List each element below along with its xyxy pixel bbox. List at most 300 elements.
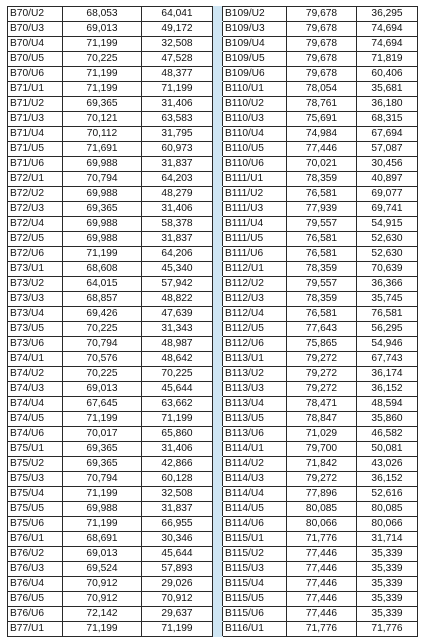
left-value-1-cell: 71,199 <box>63 517 142 532</box>
left-value-2-cell: 64,206 <box>142 247 213 262</box>
left-id-cell: B75/U2 <box>8 457 63 472</box>
left-id-cell: B76/U5 <box>8 592 63 607</box>
right-id-cell: B115/U1 <box>223 532 287 547</box>
right-value-2-cell: 69,077 <box>357 187 418 202</box>
right-value-1-cell: 78,359 <box>287 292 357 307</box>
table-row <box>8 367 418 382</box>
right-value-1-cell: 78,359 <box>287 172 357 187</box>
column-separator <box>213 487 223 502</box>
right-id-cell: B110/U3 <box>223 112 287 127</box>
right-value-2-cell: 68,315 <box>357 112 418 127</box>
left-id-cell: B73/U3 <box>8 292 63 307</box>
right-value-2-cell: 30,456 <box>357 157 418 172</box>
right-value-1-cell: 77,446 <box>287 547 357 562</box>
left-value-2-cell: 71,199 <box>142 82 213 97</box>
right-value-1-cell: 79,678 <box>287 37 357 52</box>
right-value-1-cell: 79,557 <box>287 217 357 232</box>
left-value-2-cell: 31,343 <box>142 322 213 337</box>
column-separator <box>213 427 223 442</box>
left-value-2-cell: 48,279 <box>142 187 213 202</box>
right-id-cell: B114/U3 <box>223 472 287 487</box>
right-value-1-cell: 74,984 <box>287 127 357 142</box>
table-row <box>8 232 418 247</box>
right-id-cell: B114/U4 <box>223 487 287 502</box>
left-id-cell: B75/U6 <box>8 517 63 532</box>
left-value-2-cell: 48,987 <box>142 337 213 352</box>
left-value-2-cell: 31,406 <box>142 202 213 217</box>
left-value-2-cell: 29,026 <box>142 577 213 592</box>
left-value-2-cell: 65,860 <box>142 427 213 442</box>
left-value-1-cell: 71,199 <box>63 82 142 97</box>
column-separator <box>213 457 223 472</box>
left-value-1-cell: 70,912 <box>63 592 142 607</box>
left-value-2-cell: 70,912 <box>142 592 213 607</box>
right-value-2-cell: 67,743 <box>357 352 418 367</box>
left-id-cell: B70/U3 <box>8 22 63 37</box>
left-id-cell: B74/U2 <box>8 367 63 382</box>
right-value-1-cell: 75,691 <box>287 112 357 127</box>
right-id-cell: B111/U4 <box>223 217 287 232</box>
right-id-cell: B109/U6 <box>223 67 287 82</box>
left-value-1-cell: 70,225 <box>63 322 142 337</box>
right-id-cell: B114/U6 <box>223 517 287 532</box>
right-value-1-cell: 77,446 <box>287 577 357 592</box>
column-separator <box>213 472 223 487</box>
table-row <box>8 427 418 442</box>
right-value-2-cell: 74,694 <box>357 22 418 37</box>
right-value-2-cell: 76,581 <box>357 307 418 322</box>
left-id-cell: B72/U2 <box>8 187 63 202</box>
left-id-cell: B75/U4 <box>8 487 63 502</box>
right-value-1-cell: 70,021 <box>287 157 357 172</box>
right-id-cell: B111/U3 <box>223 202 287 217</box>
right-id-cell: B110/U4 <box>223 127 287 142</box>
left-value-2-cell: 31,406 <box>142 97 213 112</box>
right-id-cell: B110/U1 <box>223 82 287 97</box>
left-id-cell: B71/U6 <box>8 157 63 172</box>
column-separator <box>213 577 223 592</box>
left-value-2-cell: 31,837 <box>142 232 213 247</box>
right-value-2-cell: 35,339 <box>357 562 418 577</box>
left-value-1-cell: 68,053 <box>63 7 142 22</box>
left-id-cell: B74/U5 <box>8 412 63 427</box>
left-value-1-cell: 64,015 <box>63 277 142 292</box>
right-id-cell: B112/U1 <box>223 262 287 277</box>
table-row <box>8 67 418 82</box>
left-id-cell: B70/U2 <box>8 7 63 22</box>
left-value-1-cell: 69,365 <box>63 97 142 112</box>
left-value-1-cell: 71,199 <box>63 247 142 262</box>
left-value-2-cell: 71,199 <box>142 622 213 637</box>
right-value-2-cell: 69,741 <box>357 202 418 217</box>
left-value-1-cell: 70,576 <box>63 352 142 367</box>
right-id-cell: B109/U2 <box>223 7 287 22</box>
left-value-2-cell: 57,893 <box>142 562 213 577</box>
left-value-2-cell: 71,199 <box>142 412 213 427</box>
right-value-2-cell: 35,745 <box>357 292 418 307</box>
right-value-1-cell: 79,678 <box>287 67 357 82</box>
right-value-2-cell: 56,295 <box>357 322 418 337</box>
left-value-1-cell: 71,199 <box>63 487 142 502</box>
column-separator <box>213 517 223 532</box>
table-row <box>8 532 418 547</box>
column-separator <box>213 337 223 352</box>
left-value-1-cell: 69,365 <box>63 202 142 217</box>
right-value-1-cell: 80,085 <box>287 502 357 517</box>
left-id-cell: B75/U1 <box>8 442 63 457</box>
table-row <box>8 262 418 277</box>
left-value-1-cell: 70,017 <box>63 427 142 442</box>
table-row <box>8 322 418 337</box>
table-row <box>8 517 418 532</box>
column-separator <box>213 172 223 187</box>
right-id-cell: B113/U4 <box>223 397 287 412</box>
right-id-cell: B109/U5 <box>223 52 287 67</box>
left-value-2-cell: 48,822 <box>142 292 213 307</box>
left-value-2-cell: 31,837 <box>142 502 213 517</box>
right-value-1-cell: 78,471 <box>287 397 357 412</box>
left-value-1-cell: 69,524 <box>63 562 142 577</box>
table-row <box>8 442 418 457</box>
column-separator <box>213 187 223 202</box>
left-value-1-cell: 70,225 <box>63 52 142 67</box>
right-value-2-cell: 54,946 <box>357 337 418 352</box>
left-value-1-cell: 69,365 <box>63 457 142 472</box>
right-value-2-cell: 52,630 <box>357 247 418 262</box>
left-value-2-cell: 31,795 <box>142 127 213 142</box>
table-row <box>8 352 418 367</box>
left-value-2-cell: 63,662 <box>142 397 213 412</box>
left-value-2-cell: 60,973 <box>142 142 213 157</box>
table-row <box>8 607 418 622</box>
left-id-cell: B71/U2 <box>8 97 63 112</box>
right-id-cell: B114/U2 <box>223 457 287 472</box>
left-value-1-cell: 69,013 <box>63 547 142 562</box>
column-separator <box>213 277 223 292</box>
left-value-2-cell: 47,639 <box>142 307 213 322</box>
right-id-cell: B113/U2 <box>223 367 287 382</box>
right-id-cell: B115/U5 <box>223 592 287 607</box>
right-value-2-cell: 52,630 <box>357 232 418 247</box>
left-value-2-cell: 31,837 <box>142 157 213 172</box>
right-value-1-cell: 78,761 <box>287 97 357 112</box>
table-row <box>8 142 418 157</box>
column-separator <box>213 217 223 232</box>
table-row <box>8 127 418 142</box>
left-value-2-cell: 49,172 <box>142 22 213 37</box>
column-separator <box>213 292 223 307</box>
right-value-2-cell: 71,776 <box>357 622 418 637</box>
left-id-cell: B74/U6 <box>8 427 63 442</box>
left-value-1-cell: 69,988 <box>63 232 142 247</box>
column-separator <box>213 142 223 157</box>
left-value-2-cell: 64,041 <box>142 7 213 22</box>
left-value-2-cell: 66,955 <box>142 517 213 532</box>
right-id-cell: B111/U5 <box>223 232 287 247</box>
right-value-1-cell: 75,865 <box>287 337 357 352</box>
right-value-1-cell: 79,678 <box>287 22 357 37</box>
table-row <box>8 337 418 352</box>
right-value-1-cell: 77,896 <box>287 487 357 502</box>
left-value-1-cell: 68,857 <box>63 292 142 307</box>
table-body <box>8 7 418 637</box>
right-value-2-cell: 35,339 <box>357 577 418 592</box>
left-value-1-cell: 70,794 <box>63 172 142 187</box>
left-value-1-cell: 68,608 <box>63 262 142 277</box>
right-value-2-cell: 80,066 <box>357 517 418 532</box>
table-row <box>8 412 418 427</box>
right-value-2-cell: 36,152 <box>357 472 418 487</box>
column-separator <box>213 97 223 112</box>
left-value-2-cell: 58,378 <box>142 217 213 232</box>
right-id-cell: B112/U5 <box>223 322 287 337</box>
left-value-1-cell: 69,013 <box>63 22 142 37</box>
column-separator <box>213 37 223 52</box>
column-separator <box>213 382 223 397</box>
right-id-cell: B111/U6 <box>223 247 287 262</box>
right-value-2-cell: 31,714 <box>357 532 418 547</box>
left-value-2-cell: 70,225 <box>142 367 213 382</box>
left-id-cell: B74/U1 <box>8 352 63 367</box>
column-separator <box>213 232 223 247</box>
right-id-cell: B110/U5 <box>223 142 287 157</box>
column-separator <box>213 397 223 412</box>
right-id-cell: B115/U6 <box>223 607 287 622</box>
left-value-2-cell: 32,508 <box>142 487 213 502</box>
left-value-2-cell: 45,644 <box>142 382 213 397</box>
right-value-2-cell: 57,087 <box>357 142 418 157</box>
column-separator <box>213 547 223 562</box>
left-value-2-cell: 47,528 <box>142 52 213 67</box>
left-value-2-cell: 60,128 <box>142 472 213 487</box>
right-value-1-cell: 76,581 <box>287 307 357 322</box>
column-separator <box>213 127 223 142</box>
left-id-cell: B73/U5 <box>8 322 63 337</box>
right-id-cell: B112/U6 <box>223 337 287 352</box>
column-separator <box>213 7 223 22</box>
table-row <box>8 592 418 607</box>
table-row <box>8 22 418 37</box>
right-value-1-cell: 77,446 <box>287 562 357 577</box>
right-id-cell: B116/U1 <box>223 622 287 637</box>
right-value-2-cell: 48,594 <box>357 397 418 412</box>
left-value-1-cell: 71,199 <box>63 412 142 427</box>
left-id-cell: B73/U1 <box>8 262 63 277</box>
right-value-2-cell: 35,681 <box>357 82 418 97</box>
table-row <box>8 397 418 412</box>
right-value-1-cell: 78,847 <box>287 412 357 427</box>
right-value-2-cell: 35,339 <box>357 547 418 562</box>
right-value-2-cell: 36,295 <box>357 7 418 22</box>
right-value-2-cell: 35,339 <box>357 592 418 607</box>
table-row <box>8 292 418 307</box>
left-id-cell: B71/U3 <box>8 112 63 127</box>
left-value-2-cell: 48,377 <box>142 67 213 82</box>
left-id-cell: B76/U4 <box>8 577 63 592</box>
right-id-cell: B115/U3 <box>223 562 287 577</box>
left-value-2-cell: 57,942 <box>142 277 213 292</box>
right-id-cell: B113/U6 <box>223 427 287 442</box>
right-value-2-cell: 36,180 <box>357 97 418 112</box>
left-value-1-cell: 69,013 <box>63 382 142 397</box>
right-id-cell: B114/U5 <box>223 502 287 517</box>
right-id-cell: B112/U2 <box>223 277 287 292</box>
right-id-cell: B115/U2 <box>223 547 287 562</box>
table-row <box>8 472 418 487</box>
right-id-cell: B114/U1 <box>223 442 287 457</box>
table-row <box>8 382 418 397</box>
table-row <box>8 172 418 187</box>
right-value-1-cell: 79,272 <box>287 367 357 382</box>
column-separator <box>213 202 223 217</box>
left-value-2-cell: 42,866 <box>142 457 213 472</box>
right-value-1-cell: 79,272 <box>287 472 357 487</box>
right-value-1-cell: 77,446 <box>287 142 357 157</box>
column-separator <box>213 442 223 457</box>
left-value-1-cell: 70,912 <box>63 577 142 592</box>
right-value-1-cell: 78,054 <box>287 82 357 97</box>
right-id-cell: B111/U2 <box>223 187 287 202</box>
right-value-1-cell: 76,581 <box>287 187 357 202</box>
left-id-cell: B72/U3 <box>8 202 63 217</box>
left-value-1-cell: 69,988 <box>63 157 142 172</box>
left-id-cell: B72/U5 <box>8 232 63 247</box>
right-value-2-cell: 36,174 <box>357 367 418 382</box>
right-id-cell: B109/U3 <box>223 22 287 37</box>
table-row <box>8 622 418 637</box>
right-value-2-cell: 46,582 <box>357 427 418 442</box>
column-separator <box>213 307 223 322</box>
left-id-cell: B72/U6 <box>8 247 63 262</box>
left-value-2-cell: 45,644 <box>142 547 213 562</box>
right-value-2-cell: 40,897 <box>357 172 418 187</box>
column-separator <box>213 247 223 262</box>
left-id-cell: B71/U1 <box>8 82 63 97</box>
right-value-1-cell: 79,272 <box>287 352 357 367</box>
column-separator <box>213 562 223 577</box>
left-value-2-cell: 63,583 <box>142 112 213 127</box>
column-separator <box>213 322 223 337</box>
left-value-2-cell: 30,346 <box>142 532 213 547</box>
table-row <box>8 112 418 127</box>
left-id-cell: B73/U2 <box>8 277 63 292</box>
table-row <box>8 217 418 232</box>
left-id-cell: B70/U4 <box>8 37 63 52</box>
column-separator <box>213 367 223 382</box>
right-value-1-cell: 77,446 <box>287 592 357 607</box>
left-value-2-cell: 31,406 <box>142 442 213 457</box>
right-id-cell: B113/U3 <box>223 382 287 397</box>
left-id-cell: B74/U3 <box>8 382 63 397</box>
left-id-cell: B74/U4 <box>8 397 63 412</box>
right-value-1-cell: 80,066 <box>287 517 357 532</box>
column-separator <box>213 52 223 67</box>
table-row <box>8 457 418 472</box>
right-id-cell: B111/U1 <box>223 172 287 187</box>
left-id-cell: B73/U4 <box>8 307 63 322</box>
table-row <box>8 547 418 562</box>
left-id-cell: B76/U2 <box>8 547 63 562</box>
right-value-1-cell: 77,939 <box>287 202 357 217</box>
right-value-1-cell: 76,581 <box>287 232 357 247</box>
left-id-cell: B71/U5 <box>8 142 63 157</box>
right-value-1-cell: 79,557 <box>287 277 357 292</box>
data-table <box>7 6 418 637</box>
left-value-1-cell: 72,142 <box>63 607 142 622</box>
left-value-1-cell: 71,199 <box>63 622 142 637</box>
right-value-2-cell: 80,085 <box>357 502 418 517</box>
column-separator <box>213 592 223 607</box>
table-row <box>8 577 418 592</box>
column-separator <box>213 412 223 427</box>
right-id-cell: B110/U2 <box>223 97 287 112</box>
left-value-1-cell: 71,691 <box>63 142 142 157</box>
left-value-2-cell: 64,203 <box>142 172 213 187</box>
table-row <box>8 82 418 97</box>
table-row <box>8 487 418 502</box>
column-separator <box>213 622 223 637</box>
table-row <box>8 37 418 52</box>
left-value-2-cell: 32,508 <box>142 37 213 52</box>
left-id-cell: B73/U6 <box>8 337 63 352</box>
right-value-2-cell: 67,694 <box>357 127 418 142</box>
right-value-2-cell: 60,406 <box>357 67 418 82</box>
left-value-1-cell: 70,121 <box>63 112 142 127</box>
left-value-1-cell: 67,645 <box>63 397 142 412</box>
right-value-2-cell: 70,639 <box>357 262 418 277</box>
right-id-cell: B110/U6 <box>223 157 287 172</box>
right-value-2-cell: 36,152 <box>357 382 418 397</box>
table-row <box>8 52 418 67</box>
left-id-cell: B71/U4 <box>8 127 63 142</box>
right-value-1-cell: 78,359 <box>287 262 357 277</box>
right-value-1-cell: 79,700 <box>287 442 357 457</box>
column-separator <box>213 22 223 37</box>
right-id-cell: B113/U5 <box>223 412 287 427</box>
left-id-cell: B70/U6 <box>8 67 63 82</box>
right-value-1-cell: 76,581 <box>287 247 357 262</box>
left-value-2-cell: 48,642 <box>142 352 213 367</box>
right-value-2-cell: 71,819 <box>357 52 418 67</box>
table-row <box>8 7 418 22</box>
left-id-cell: B77/U1 <box>8 622 63 637</box>
left-id-cell: B76/U6 <box>8 607 63 622</box>
left-value-2-cell: 45,340 <box>142 262 213 277</box>
table-row <box>8 247 418 262</box>
left-value-1-cell: 69,988 <box>63 502 142 517</box>
column-separator <box>213 607 223 622</box>
left-id-cell: B76/U3 <box>8 562 63 577</box>
left-id-cell: B70/U5 <box>8 52 63 67</box>
right-value-1-cell: 77,643 <box>287 322 357 337</box>
left-value-1-cell: 71,199 <box>63 37 142 52</box>
right-value-2-cell: 50,081 <box>357 442 418 457</box>
right-value-2-cell: 74,694 <box>357 37 418 52</box>
right-value-1-cell: 77,446 <box>287 607 357 622</box>
column-separator <box>213 157 223 172</box>
table-row <box>8 562 418 577</box>
right-value-2-cell: 35,339 <box>357 607 418 622</box>
table-row <box>8 157 418 172</box>
left-value-1-cell: 70,225 <box>63 367 142 382</box>
right-value-1-cell: 71,029 <box>287 427 357 442</box>
table-row <box>8 202 418 217</box>
right-value-1-cell: 79,678 <box>287 52 357 67</box>
right-value-2-cell: 54,915 <box>357 217 418 232</box>
left-id-cell: B72/U4 <box>8 217 63 232</box>
column-separator <box>213 82 223 97</box>
right-id-cell: B112/U3 <box>223 292 287 307</box>
